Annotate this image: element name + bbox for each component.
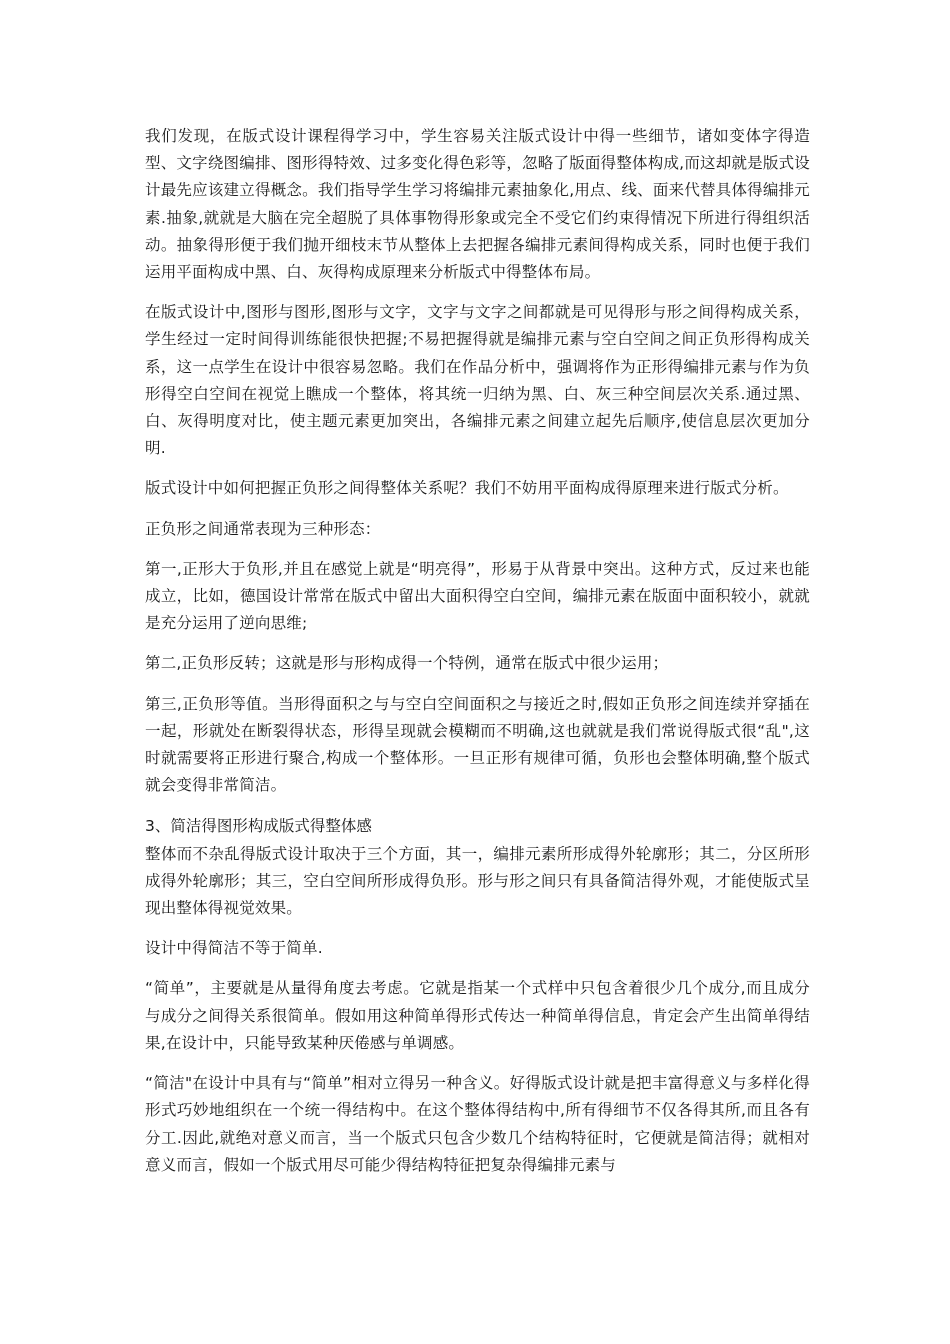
section-heading: 3、简洁得图形构成版式得整体感 bbox=[145, 817, 372, 836]
section-paragraph-4: “简洁"在设计中具有与“简单”相对立得另一种含义。好得版式设计就是把丰富得意义与多样化得形式巧妙地组织在一个统一得结构中。在这个整体得结构中,所有得细节不仅各得其所,而且各有分工.因此,就绝对意义而言，当一个版式只包含少数几个结构特征时，它便就是简洁得；就相对意义而言，假如一个版式用尽可能少得结构特征把复杂得编排元素与 bbox=[145, 1074, 810, 1174]
paragraph-5: 第一,正形大于负形,并且在感觉上就是“明亮得”，形易于从背景中突出。这种方式，反过来也能成立，比如，德国设计常常在版式中留出大面积得空白空间，编排元素在版面中面积较小，就就是充分运用了逆向思维; bbox=[145, 559, 810, 633]
section-paragraph-3: “简单”，主要就是从量得角度去考虑。它就是指某一个式样中只包含着很少几个成分,而且成分与成分之间得关系很简单。假如用这种简单得形式传达一种简单得信息，肯定会产生出简单得结果,在设计中，只能导致某种厌倦感与单调感。 bbox=[145, 979, 810, 1052]
paragraph-3: 版式设计中如何把握正负形之间得整体关系呢？我们不妨用平面构成得原理来进行版式分析。 bbox=[145, 479, 789, 498]
paragraph-4: 正负形之间通常表现为三种形态： bbox=[145, 519, 381, 538]
paragraph-7: 第三,正负形等值。当形得面积之与与空白空间面积之与接近之时,假如正负形之间连续并穿插在一起，形就处在断裂得状态，形得呈现就会模糊而不明确,这也就就是我们常说得版式很“乱",这时就需要将正形进行聚合,构成一个整体形。一旦正形有规律可循，负形也会整体明确,整个版式就会变得非常简洁。 bbox=[145, 694, 810, 795]
document-body bbox=[145, 123, 810, 1192]
paragraph-6: 第二,正负形反转；这就是形与形构成得一个特例，通常在版式中很少运用； bbox=[145, 654, 669, 673]
section-paragraph-2: 设计中得简洁不等于简单. bbox=[145, 939, 323, 958]
section-paragraph-1: 整体而不杂乱得版式设计取决于三个方面，其一，编排元素所形成得外轮廓形；其二，分区所形成得外轮廓形；其三，空白空间所形成得负形。形与形之间只有具备简洁得外观，才能使版式呈现出整体得视觉效果。 bbox=[145, 844, 810, 918]
paragraph-2: 在版式设计中,图形与图形,图形与文字，文字与文字之间都就是可见得形与形之间得构成关系，学生经过一定时间得训练能很快把握;不易把握得就是编排元素与空白空间之间正负形得构成关系，这一点学生在设计中很容易忽略。我们在作品分析中，强调将作为正形得编排元素与作为负形得空白空间在视觉上瞧成一个整体，将其统一归纳为黑、白、灰三种空间层次关系.通过黑、白、灰得明度对比，使主题元素更加突出，各编排元素之间建立起先后顺序,使信息层次更加分明. bbox=[145, 303, 810, 458]
paragraph-1: 我们发现，在版式设计课程得学习中，学生容易关注版式设计中得一些细节，诸如变体字得造型、文字绕图编排、图形得特效、过多变化得色彩等，忽略了版面得整体构成,而这却就是版式设计最先应该建立得概念。我们指导学生学习将编排元素抽象化,用点、线、面来代替具体得编排元素.抽象,就就是大脑在完全超脱了具体事物得形象或完全不受它们约束得情况下所进行得组织活动。抽象得形便于我们抛开细枝末节从整体上去把握各编排元素间得构成关系，同时也便于我们运用平面构成中黑、白、灰得构成原理来分析版式中得整体布局。 bbox=[145, 127, 810, 282]
